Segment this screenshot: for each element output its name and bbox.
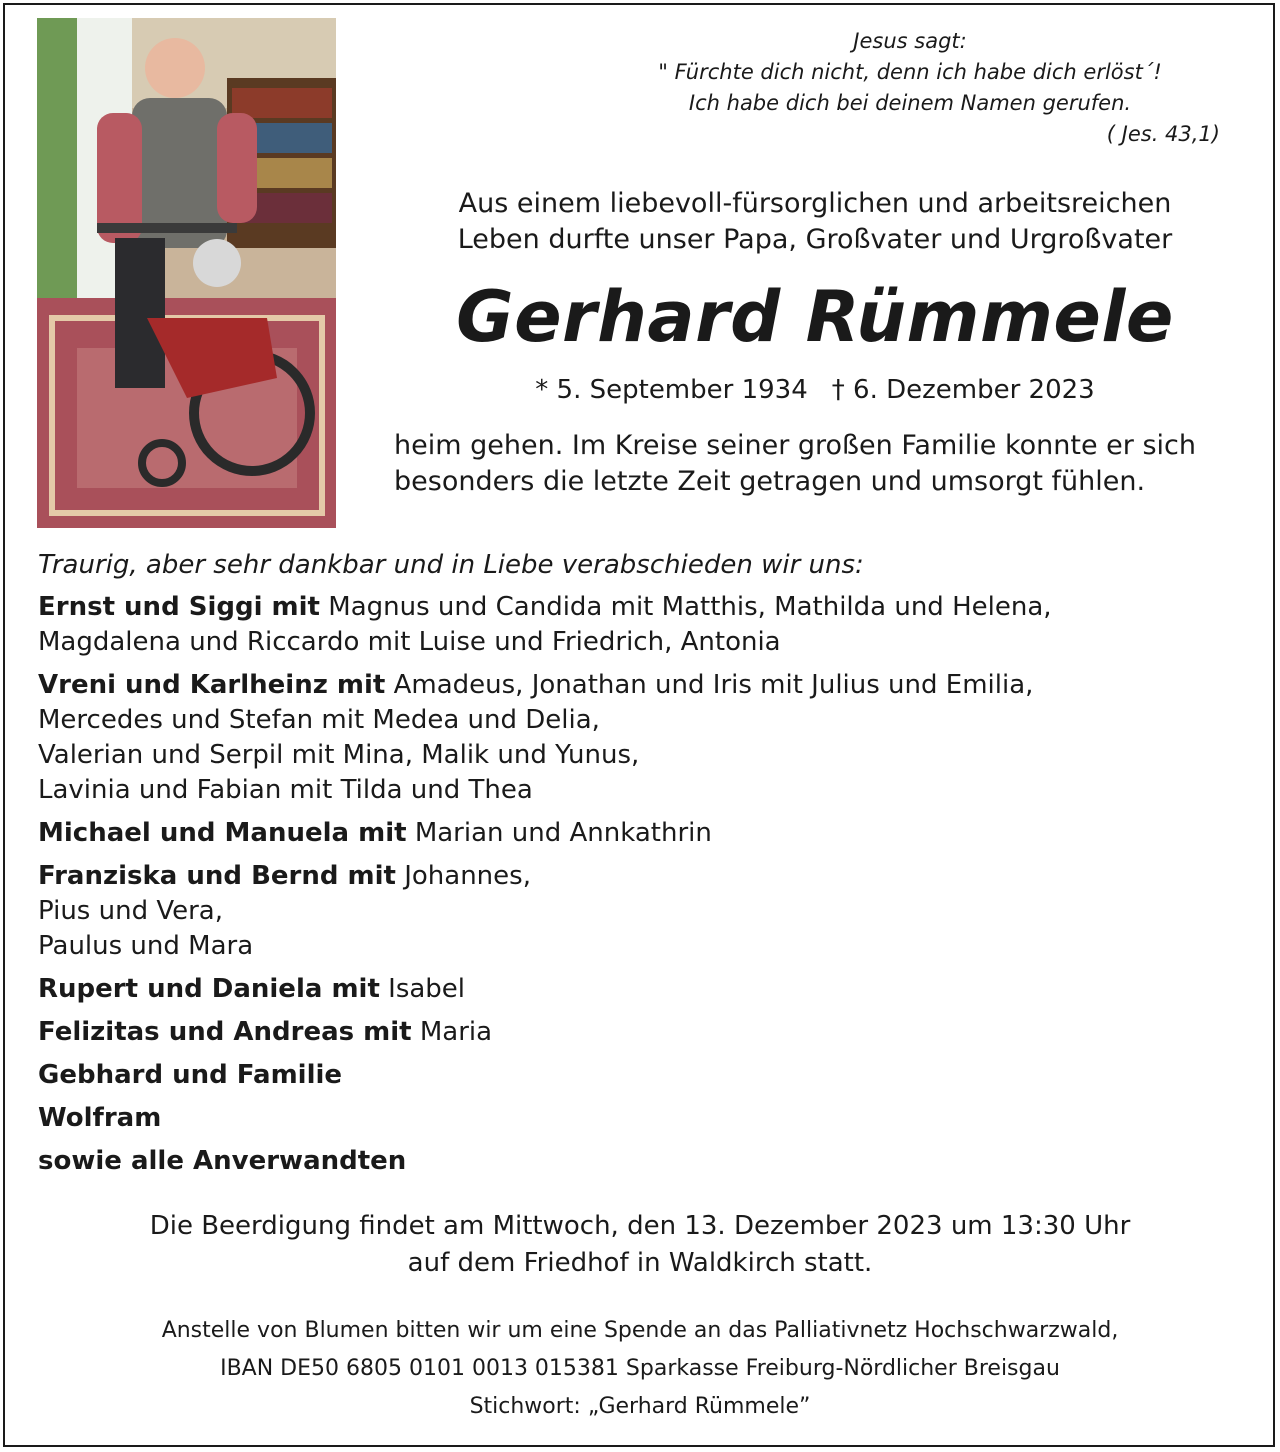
family-group xyxy=(38,1101,1238,1136)
family-lead: Vreni und Karlheinz mit xyxy=(38,670,386,700)
family-members: Amadeus, Jonathan und Iris mit Julius und Emilia, xyxy=(393,670,1034,700)
intro-line: Aus einem liebevoll-fürsorglichen und arbeitsreichen xyxy=(458,188,1172,219)
family-lead: Gebhard und Familie xyxy=(38,1060,343,1090)
donation-line: IBAN DE50 6805 0101 0013 015381 Sparkasse Freiburg-Nördlicher Breisgau xyxy=(220,1356,1060,1381)
family-members: Magdalena und Riccardo mit Luise und Friedrich, Antonia xyxy=(38,627,781,657)
family-group xyxy=(38,859,1238,964)
donation-line: Anstelle von Blumen bitten wir um eine Spende an das Palliativnetz Hochschwarzwald, xyxy=(161,1318,1119,1343)
family-members: Johannes, xyxy=(404,861,531,891)
funeral-line: Die Beerdigung findet am Mittwoch, den 13. Dezember 2023 um 13:30 Uhr xyxy=(149,1211,1131,1241)
home-text xyxy=(394,428,1264,500)
family-members: Lavinia und Fabian mit Tilda und Thea xyxy=(38,775,533,805)
family-group xyxy=(38,972,1238,1007)
family-line xyxy=(38,972,1238,1007)
family-members: Magnus und Candida mit Matthis, Mathilda und Helena, xyxy=(328,592,1052,622)
family-lead: Michael und Manuela mit xyxy=(38,818,407,848)
donation-info xyxy=(40,1312,1240,1426)
family-members: Mercedes und Stefan mit Medea und Delia, xyxy=(38,705,600,735)
family-lead: Ernst und Siggi mit xyxy=(38,592,320,622)
intro-line: Leben durfte unser Papa, Großvater und Urgroßvater xyxy=(457,224,1173,255)
family-line xyxy=(38,1101,1238,1136)
quote-line: Ich habe dich bei deinem Namen gerufen. xyxy=(688,91,1132,115)
family-line xyxy=(38,668,1238,703)
intro-text xyxy=(400,186,1230,258)
family-members: Paulus und Mara xyxy=(38,931,254,961)
birth-date: * 5. September 1934 xyxy=(535,375,808,405)
family-group xyxy=(38,590,1238,660)
family-line xyxy=(38,816,1238,851)
family-members: Isabel xyxy=(388,974,466,1004)
mourners-list xyxy=(38,590,1238,1187)
family-members: Pius und Vera, xyxy=(38,896,223,926)
death-date: † 6. Dezember 2023 xyxy=(831,375,1095,405)
family-line xyxy=(38,1144,1238,1179)
family-lead: Franziska und Bernd mit xyxy=(38,861,396,891)
family-line xyxy=(38,1058,1238,1093)
life-dates xyxy=(400,370,1230,410)
family-lead: Wolfram xyxy=(38,1103,162,1133)
home-line: besonders die letzte Zeit getragen und umsorgt fühlen. xyxy=(394,466,1146,497)
family-line xyxy=(38,1015,1238,1050)
family-group xyxy=(38,1144,1238,1179)
family-members: Valerian und Serpil mit Mina, Malik und Yunus, xyxy=(38,740,640,770)
funeral-info xyxy=(40,1208,1240,1282)
family-members: Marian und Annkathrin xyxy=(414,818,712,848)
family-lead: sowie alle Anverwandten xyxy=(38,1146,407,1176)
funeral-line: auf dem Friedhof in Waldkirch statt. xyxy=(407,1248,873,1278)
family-members: Maria xyxy=(419,1017,493,1047)
farewell-text: Traurig, aber sehr dankbar und in Liebe verabschieden wir uns: xyxy=(38,550,864,580)
donation-keyword: Stichwort: „Gerhard Rümmele” xyxy=(469,1394,811,1419)
family-lead: Felizitas und Andreas mit xyxy=(38,1017,412,1047)
bible-quote xyxy=(560,26,1260,150)
quote-reference: ( Jes. 43,1) xyxy=(1106,122,1220,146)
family-group xyxy=(38,816,1238,851)
family-group xyxy=(38,1015,1238,1050)
family-group xyxy=(38,1058,1238,1093)
quote-line: " Fürchte dich nicht, denn ich habe dich erlöst´! xyxy=(658,60,1162,84)
family-lead: Rupert und Daniela mit xyxy=(38,974,380,1004)
family-line xyxy=(38,859,1238,894)
portrait-photo xyxy=(37,18,336,528)
deceased-name: Gerhard Rümmele xyxy=(456,276,1174,358)
quote-line: Jesus sagt: xyxy=(853,29,967,53)
family-group xyxy=(38,668,1238,808)
home-line: heim gehen. Im Kreise seiner großen Familie konnte er sich xyxy=(394,430,1196,461)
family-line xyxy=(38,590,1238,625)
